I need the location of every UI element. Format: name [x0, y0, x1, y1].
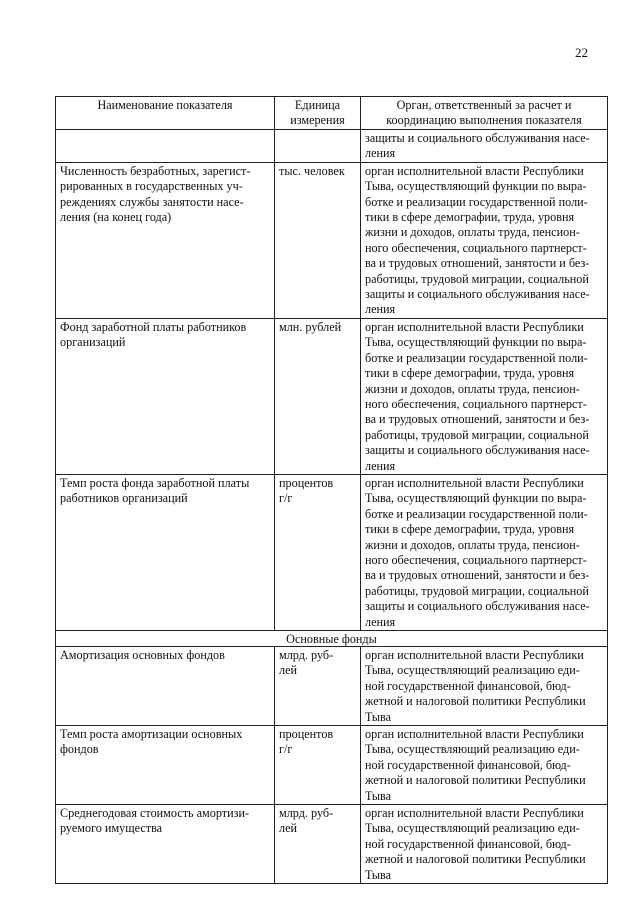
table-row: [56, 726, 608, 805]
unit-cell: процентов г/г: [275, 474, 361, 630]
header-unit: Единица измерения: [275, 97, 361, 130]
indicator-name-cell: Среднегодовая стоимость амортизи- руемого имущества: [56, 805, 275, 884]
unit-cell: [275, 130, 361, 163]
table-row: [56, 318, 608, 474]
organ-cell: защиты и социального обслуживания насе- ления: [361, 130, 608, 163]
indicator-name-cell: Численность безработных, зарегист- рированных в государственных уч- реждениях службы занятости насе- ления (на конец года): [56, 162, 275, 318]
header-responsible-organ: Орган, ответственный за расчет и координацию выполнения показателя: [361, 97, 608, 130]
table-header-row: [56, 97, 608, 130]
indicator-name-cell: Амортизация основных фондов: [56, 647, 275, 726]
unit-cell: процентов г/г: [275, 726, 361, 805]
page-number: 22: [575, 45, 588, 60]
section-title: Основные фонды: [56, 631, 608, 647]
header-indicator-name: Наименование показателя: [56, 97, 275, 130]
table-row: [56, 805, 608, 884]
table-row: [56, 647, 608, 726]
table-row: [56, 162, 608, 318]
indicators-table: [55, 96, 608, 884]
organ-cell: орган исполнительной власти Республики Тыва, осуществляющий функции по выра- ботке и реализации государственной поли- тики в сфере демографии, труда, уровня жизни и доходов, оплаты труда, пенсион- ного обеспечения, социального партнерст- ва и трудовых отношений, занятости и без- работицы, трудовой миграции, социальной защиты и социального обслуживания насе- ления: [361, 318, 608, 474]
table-row: [56, 474, 608, 630]
unit-cell: тыс. человек: [275, 162, 361, 318]
indicator-name-cell: [56, 130, 275, 163]
section-header-row: [56, 631, 608, 647]
table-row-continuation: [56, 130, 608, 163]
unit-cell: млрд. руб- лей: [275, 805, 361, 884]
indicator-name-cell: Фонд заработной платы работников организаций: [56, 318, 275, 474]
organ-cell: орган исполнительной власти Республики Тыва, осуществляющий функции по выра- ботке и реализации государственной поли- тики в сфере демографии, труда, уровня жизни и доходов, оплаты труда, пенсион- ного обеспечения, социального партнерст- ва и трудовых отношений, занятости и без- работицы, трудовой миграции, социальной защиты и социального обслуживания насе- ления: [361, 162, 608, 318]
organ-cell: орган исполнительной власти Республики Тыва, осуществляющий функции по выра- ботке и реализации государственной поли- тики в сфере демографии, труда, уровня жизни и доходов, оплаты труда, пенсион- ного обеспечения, социального партнерст- ва и трудовых отношений, занятости и без- работицы, трудовой миграции, социальной защиты и социального обслуживания насе- ления: [361, 474, 608, 630]
organ-cell: орган исполнительной власти Республики Тыва, осуществляющий реализацию еди- ной государственной финансовой, бюд- жетной и налоговой политики Республики Тыва: [361, 805, 608, 884]
organ-cell: орган исполнительной власти Республики Тыва, осуществляющий реализацию еди- ной государственной финансовой, бюд- жетной и налоговой политики Республики Тыва: [361, 647, 608, 726]
indicator-name-cell: Темп роста амортизации основных фондов: [56, 726, 275, 805]
organ-cell: орган исполнительной власти Республики Тыва, осуществляющий реализацию еди- ной государственной финансовой, бюд- жетной и налоговой политики Республики Тыва: [361, 726, 608, 805]
indicator-name-cell: Темп роста фонда заработной платы работников организаций: [56, 474, 275, 630]
unit-cell: млрд. руб- лей: [275, 647, 361, 726]
unit-cell: млн. рублей: [275, 318, 361, 474]
